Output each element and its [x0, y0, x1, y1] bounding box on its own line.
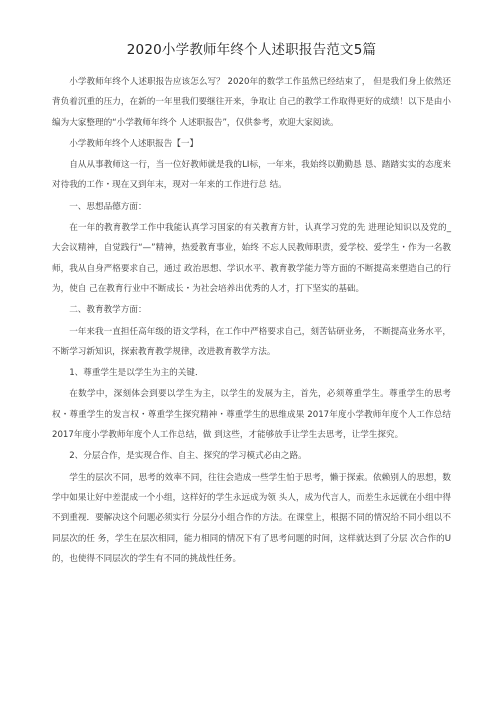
- point-two-heading: 2、分层合作，是实现合作、自主、探究的学习模式必由之路。: [69, 451, 307, 462]
- point-one-heading: 1、尊重学生是以学生为主的关键．: [69, 368, 204, 379]
- subheading-teaching: 二、教育教学方面：: [69, 305, 147, 316]
- section-heading-report-one: 小学教师年终个人述职报告【一】: [69, 138, 199, 149]
- report-intro-paragraph: 自从从事教师这一行，当一位好教师就是我的LI标，一年来，我始终以勤勤恳 恳、踏踏实实的态度来对待我的工作・现在又到年末，现对一年来的工作进行总 结。: [52, 160, 451, 191]
- point-one-paragraph: 在数学中，深刻体会到要以学生为主，以学生的发展为主，首先，必须尊重学生。尊重学生的思考权・尊重学生的发言权・尊重学生探究精神・尊重学生的思维成果 2017年度小学教师年度个人工作总结2017年度小学教师年度个人工作总结，做 到这些，才能够放手让学生去思考，让学生探究。: [52, 389, 451, 441]
- intro-paragraph: 小学教师年终个人述职报告应该怎么写？ 2020年的数学工作虽然已经结束了， 但是我们身上依然还背负着沉重的压力，在新的一年里我们要继往开来，争取让 自己的教学工作取得更好的成绩！以下是由小编为大家整理的“小学教师年终个 人述职报告”，仅供参考，欢迎大家阅读。: [52, 77, 451, 128]
- point-two-paragraph: 学生的层次不同，思考的效率不同，往往会造成一些学生怕于思考，懒于探索。依赖别人的思想，数学中如果让好中差混成一个小组，这样好的学生永远成为领 头人，成为代言人，而差生永远就在小组中得不到重视．要解决这个问题必须实行 分层分小组合作的方法。在课堂上，根据不同的情况给不同小组以不同层次的任 务，学生在层次相同，能力相同的情况下有了思考问题的时间，这样就达到了分层 次合作的U的，也使得不同层次的学生有不同的挑战性任务。: [52, 472, 451, 564]
- moral-paragraph: 在一年的教育教学工作中我能认真学习国家的有关教育方针，认真学习党的先 进理论知识以及党的_大会议精神，自觉践行“—”精神，热爱教育事业，始终 不忘人民教师职责，爱学校、爱学生・作为一名教师，我从自身严格要求自己，通过 政治思想、学识水平、教育教学能力等方面的不断提高来塑造自己的行为，使自 己在教育行业中不断成长・为社会培养出优秀的人才，打下坚实的基础。: [52, 223, 451, 294]
- subheading-moral: 一、思想品德方面：: [69, 201, 147, 212]
- teaching-paragraph: 一年来我一直担任高年级的语文学科，在工作中严格要求自己，刻苦钻研业务， 不断提高业务水平，不断学习新知识，探索教育教学规律，改进教育教学方法。: [52, 326, 451, 357]
- page-title: 2020小学教师年终个人述职报告范文5篇: [126, 42, 377, 58]
